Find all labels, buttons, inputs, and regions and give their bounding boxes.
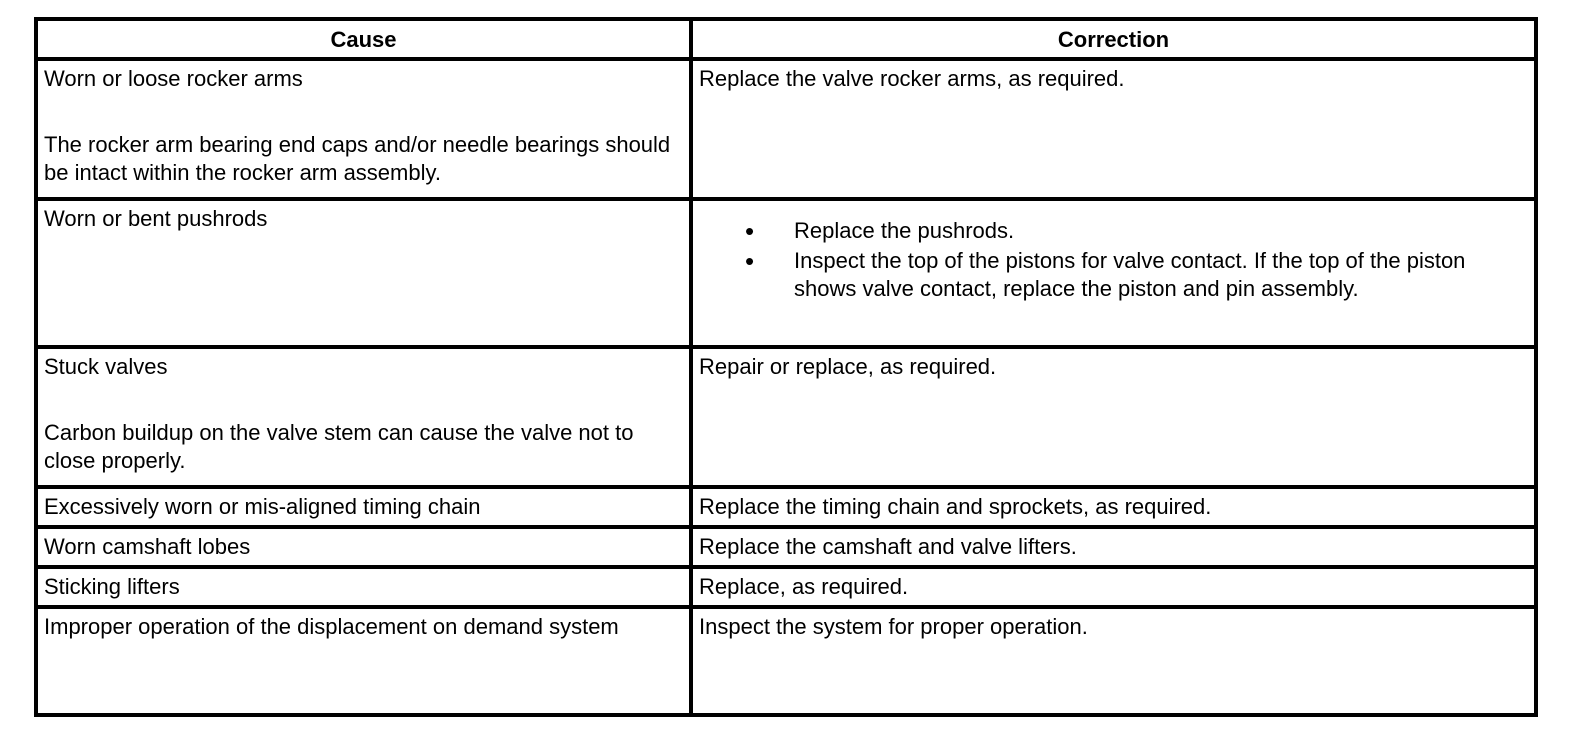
cause-text: Sticking lifters [44, 574, 180, 599]
table-row [36, 199, 1536, 347]
cause-text: Improper operation of the displacement on demand system [44, 614, 619, 639]
correction-cell [691, 59, 1536, 199]
correction-cell [691, 567, 1536, 607]
table-row [36, 527, 1536, 567]
correction-text: Replace the camshaft and valve lifters. [699, 534, 1077, 559]
correction-text: Inspect the system for proper operation. [699, 614, 1088, 639]
cause-cell [36, 527, 691, 567]
cause-note: Carbon buildup on the valve stem can cause the valve not to close properly. [44, 420, 634, 473]
table-row [36, 607, 1536, 715]
correction-text: Replace the valve rocker arms, as required. [699, 66, 1125, 91]
correction-column-header: Correction [691, 19, 1536, 59]
cause-note: The rocker arm bearing end caps and/or needle bearings should be intact within the rocker arm assembly. [44, 132, 671, 185]
table-row [36, 567, 1536, 607]
table-header-row [36, 19, 1536, 59]
cause-cell [36, 347, 691, 487]
correction-cell [691, 607, 1536, 715]
cause-text: Worn camshaft lobes [44, 534, 251, 559]
cause-column-header: Cause [36, 19, 691, 59]
diagnostic-table-container [34, 17, 1534, 717]
correction-cell [691, 527, 1536, 567]
table-row [36, 487, 1536, 527]
correction-text: Replace, as required. [699, 574, 909, 599]
table-row [36, 59, 1536, 199]
correction-list [699, 217, 1528, 303]
correction-list-item: • Replace the pushrods. [794, 217, 1528, 245]
correction-text: Repair or replace, as required. [699, 354, 997, 379]
table-row [36, 347, 1536, 487]
correction-cell [691, 487, 1536, 527]
cause-text: Worn or bent pushrods [44, 206, 268, 231]
cause-cell [36, 59, 691, 199]
cause-text: Stuck valves [44, 354, 168, 379]
cause-cell [36, 487, 691, 527]
diagnostic-table [34, 17, 1538, 717]
cause-cell [36, 199, 691, 347]
correction-cell [691, 199, 1536, 347]
cause-cell [36, 607, 691, 715]
correction-list-item: • Inspect the top of the pistons for valve contact. If the top of the piston shows valve contact, replace the piston and pin assembly. [794, 247, 1528, 303]
correction-cell [691, 347, 1536, 487]
cause-text: Excessively worn or mis-aligned timing chain [44, 494, 481, 519]
correction-text: Replace the timing chain and sprockets, as required. [699, 494, 1212, 519]
cause-text: Worn or loose rocker arms [44, 66, 303, 91]
cause-cell [36, 567, 691, 607]
